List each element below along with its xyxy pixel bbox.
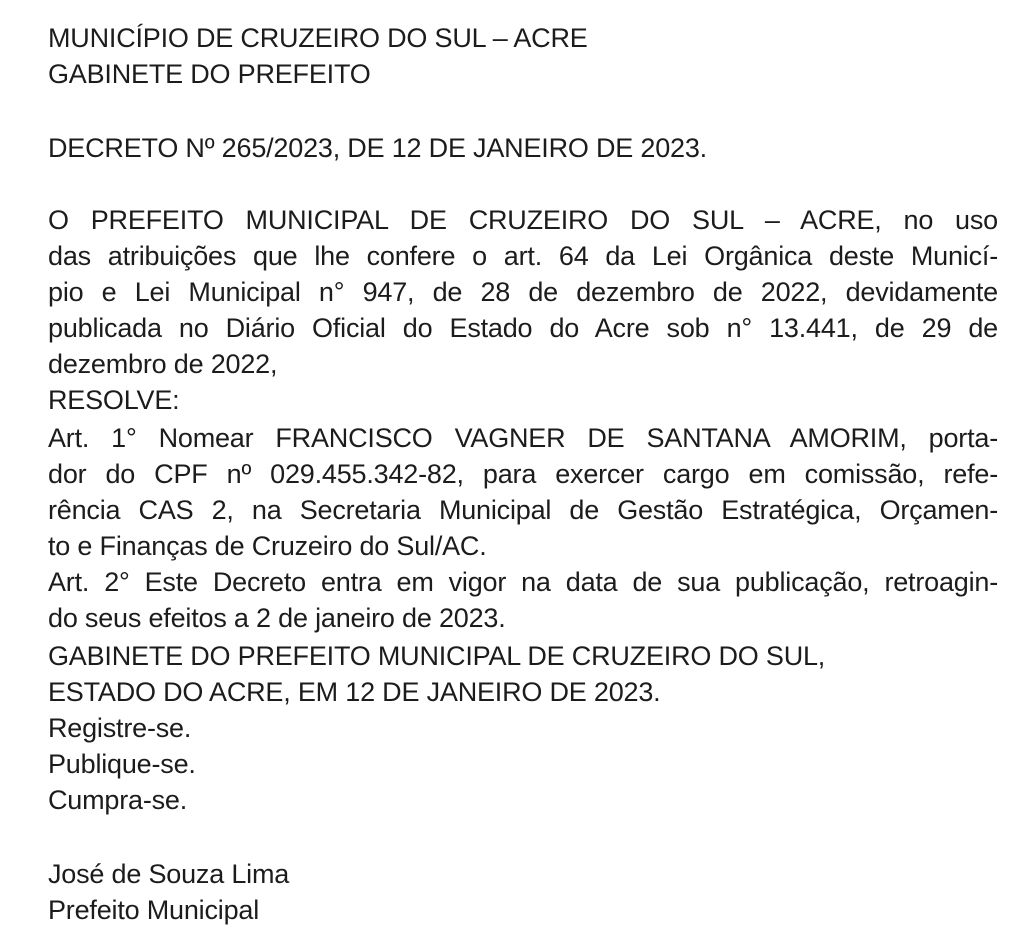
directive-comply: Cumpra-se.: [48, 785, 188, 815]
directive-publish: Publique-se.: [48, 749, 196, 779]
article-1-line: rência CAS 2, na Secretaria Municipal de Gestão Estratégica, Orçamen-: [48, 495, 998, 525]
preamble-line: publicada no Diário Oficial do Estado do Acre sob n° 13.441, de 29 de: [48, 313, 998, 343]
article-1-line: Art. 1° Nomear FRANCISCO VAGNER DE SANTANA AMORIM, porta-: [48, 423, 998, 453]
preamble-line: das atribuições que lhe confere o art. 64 da Lei Orgânica deste Municí-: [48, 241, 998, 271]
article-1-line: dor do CPF nº 029.455.342-82, para exercer cargo em comissão, refe-: [48, 459, 998, 489]
municipality-heading: MUNICÍPIO DE CRUZEIRO DO SUL – ACRE: [48, 23, 588, 53]
article-2-line: do seus efeitos a 2 de janeiro de 2023.: [48, 603, 506, 633]
signatory-title: Prefeito Municipal: [48, 895, 260, 925]
closing-line: ESTADO DO ACRE, EM 12 DE JANEIRO DE 2023.: [48, 677, 661, 707]
article-2-line: Art. 2° Este Decreto entra em vigor na data de sua publicação, retroagin-: [48, 567, 998, 597]
preamble-line: dezembro de 2022,: [48, 349, 278, 379]
signatory-name: José de Souza Lima: [48, 859, 290, 889]
closing-line: GABINETE DO PREFEITO MUNICIPAL DE CRUZEIRO DO SUL,: [48, 641, 826, 671]
decree-title: DECRETO Nº 265/2023, DE 12 DE JANEIRO DE 2023.: [48, 133, 707, 163]
preamble-line: O PREFEITO MUNICIPAL DE CRUZEIRO DO SUL – ACRE, no uso: [48, 205, 998, 235]
office-heading: GABINETE DO PREFEITO: [48, 59, 371, 89]
directive-register: Registre-se.: [48, 713, 192, 743]
resolve-heading: RESOLVE:: [48, 385, 180, 415]
preamble-line: pio e Lei Municipal n° 947, de 28 de dezembro de 2022, devidamente: [48, 277, 998, 307]
article-1-line: to e Finanças de Cruzeiro do Sul/AC.: [48, 531, 487, 561]
